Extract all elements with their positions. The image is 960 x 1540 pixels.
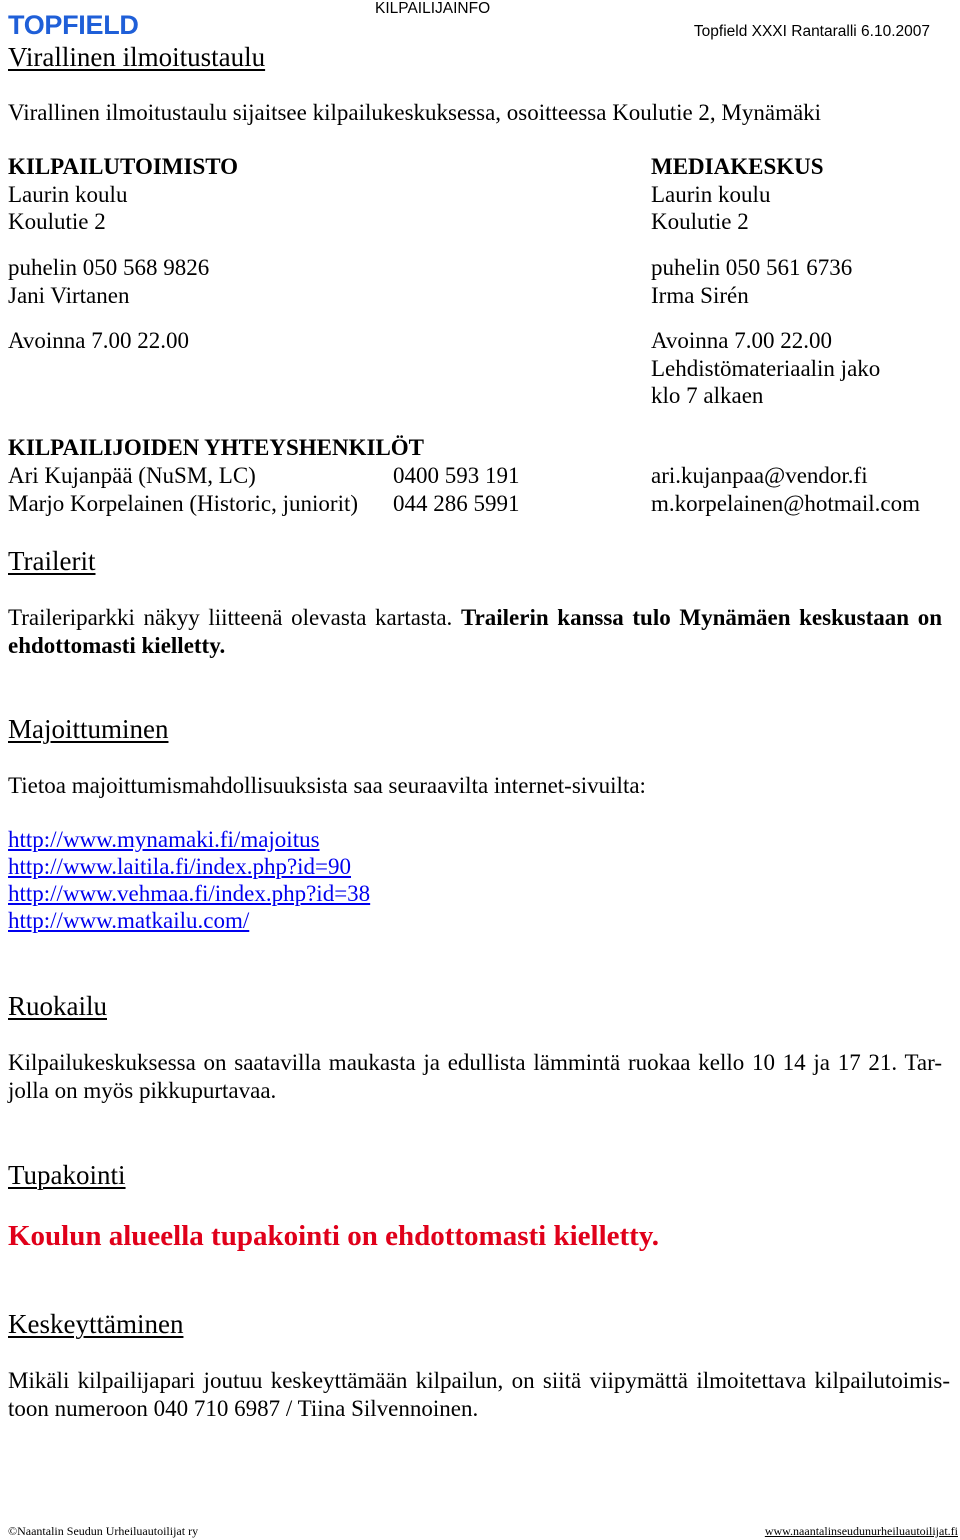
footer-website-link[interactable]: www.naantalinseudunurheiluautoilijat.fi xyxy=(764,1524,958,1538)
race-office-title: KILPAILUTOIMISTO xyxy=(8,154,239,179)
media-center-contact: Irma Sirén xyxy=(651,282,749,308)
section-heading-withdrawal: Keskeyttäminen xyxy=(8,1309,184,1339)
contact-phone: 044 286 5991 xyxy=(393,491,520,516)
contact-name: Ari Kujanpää (NuSM, LC) xyxy=(8,463,256,488)
media-center-title: MEDIAKESKUS xyxy=(651,154,824,179)
dining-line-2: jolla on myös pikkupurtavaa. xyxy=(8,1078,277,1103)
section-heading-dining: Ruokailu xyxy=(8,991,107,1021)
accommodation-link-mynamaki[interactable]: http://www.mynamaki.fi/majoitus xyxy=(8,827,320,852)
race-office-address: Koulutie 2 xyxy=(8,209,106,234)
accommodation-link-laitila[interactable]: http://www.laitila.fi/index.php?id=90 xyxy=(8,854,352,879)
contact-row xyxy=(0,462,960,490)
withdrawal-paragraph xyxy=(8,1367,950,1423)
media-center-hours-block xyxy=(651,327,880,410)
race-office-phone: puhelin 050 568 9826 xyxy=(8,255,210,280)
race-office-block xyxy=(8,153,238,236)
accommodation-text: Tietoa majoittumismahdollisuuksista saa seuraavilta internet-sivuilta: xyxy=(8,773,646,798)
trailers-warning-part-2: ehdottomasti kielletty. xyxy=(8,633,226,658)
trailers-line-1 xyxy=(8,604,942,632)
media-center-phone: puhelin 050 561 6736 xyxy=(651,255,853,280)
notice-board-text: Virallinen ilmoitustaulu sijaitsee kilpailukeskuksessa, osoitteessa Koulutie 2, Mynämäki xyxy=(8,100,822,125)
race-office-hours: Avoinna 7.00 22.00 xyxy=(8,328,190,353)
media-center-hours: Avoinna 7.00 22.00 xyxy=(651,328,833,353)
race-office-place: Laurin koulu xyxy=(8,181,128,207)
dining-line-1: Kilpailukeskuksessa on saatavilla maukasta ja edullista lämmintä ruokaa kello 10 14 ja 17 21. Tar- xyxy=(8,1050,942,1075)
contact-row xyxy=(0,490,960,518)
contact-name: Marjo Korpelainen (Historic, juniorit) xyxy=(8,491,359,516)
race-office-contact-block xyxy=(8,254,209,309)
trailers-warning-part-1: Trailerin kanssa tulo Mynämäen keskustaan on xyxy=(460,605,942,630)
section-heading-accommodation: Majoittuminen xyxy=(8,714,169,744)
event-title: Topfield XXXI Rantaralli 6.10.2007 xyxy=(693,23,930,40)
race-office-hours-block xyxy=(8,327,189,355)
contacts-title: KILPAILIJOIDEN YHTEYSHENKILÖT xyxy=(8,435,425,460)
media-center-place: Laurin koulu xyxy=(651,181,771,207)
footer-copyright: ©Naantalin Seudun Urheiluautoilijat ry xyxy=(8,1524,199,1538)
contact-email: m.korpelainen@hotmail.com xyxy=(651,491,921,516)
topfield-logo: TOPFIELD xyxy=(8,10,139,40)
section-heading-notice-board: Virallinen ilmoitustaulu xyxy=(8,42,266,72)
contact-phone: 0400 593 191 xyxy=(393,463,520,488)
contact-email: ari.kujanpaa@vendor.fi xyxy=(651,463,868,488)
withdrawal-line-1: Mikäli kilpailijapari joutuu keskeyttämään kilpailun, on siitä viipymättä ilmoitettava kilpailutoimis- xyxy=(8,1368,950,1393)
smoking-warning: Koulun alueella tupakointi on ehdottomasti kielletty. xyxy=(8,1220,659,1252)
document-label: KILPAILIJAINFO xyxy=(375,0,491,17)
media-center-address: Koulutie 2 xyxy=(651,209,749,234)
section-heading-smoking: Tupakointi xyxy=(8,1160,126,1190)
media-center-press-time: klo 7 alkaen xyxy=(651,383,764,408)
dining-paragraph xyxy=(8,1049,942,1105)
media-center-press-line: Lehdistömateriaalin jako xyxy=(651,355,881,381)
accommodation-link-vehmaa[interactable]: http://www.vehmaa.fi/index.php?id=38 xyxy=(8,881,371,906)
accommodation-links xyxy=(8,826,370,934)
trailers-paragraph xyxy=(8,604,942,660)
withdrawal-line-2: toon numeroon 040 710 6987 / Tiina Silvennoinen. xyxy=(8,1396,479,1421)
trailers-text: Traileriparkki näkyy liitteenä olevasta kartasta. xyxy=(8,605,453,630)
media-center-block xyxy=(651,153,824,236)
section-heading-trailers: Trailerit xyxy=(8,546,96,576)
media-center-contact-block xyxy=(651,254,852,309)
accommodation-link-matkailu[interactable]: http://www.matkailu.com/ xyxy=(8,908,250,933)
race-office-contact: Jani Virtanen xyxy=(8,282,130,308)
